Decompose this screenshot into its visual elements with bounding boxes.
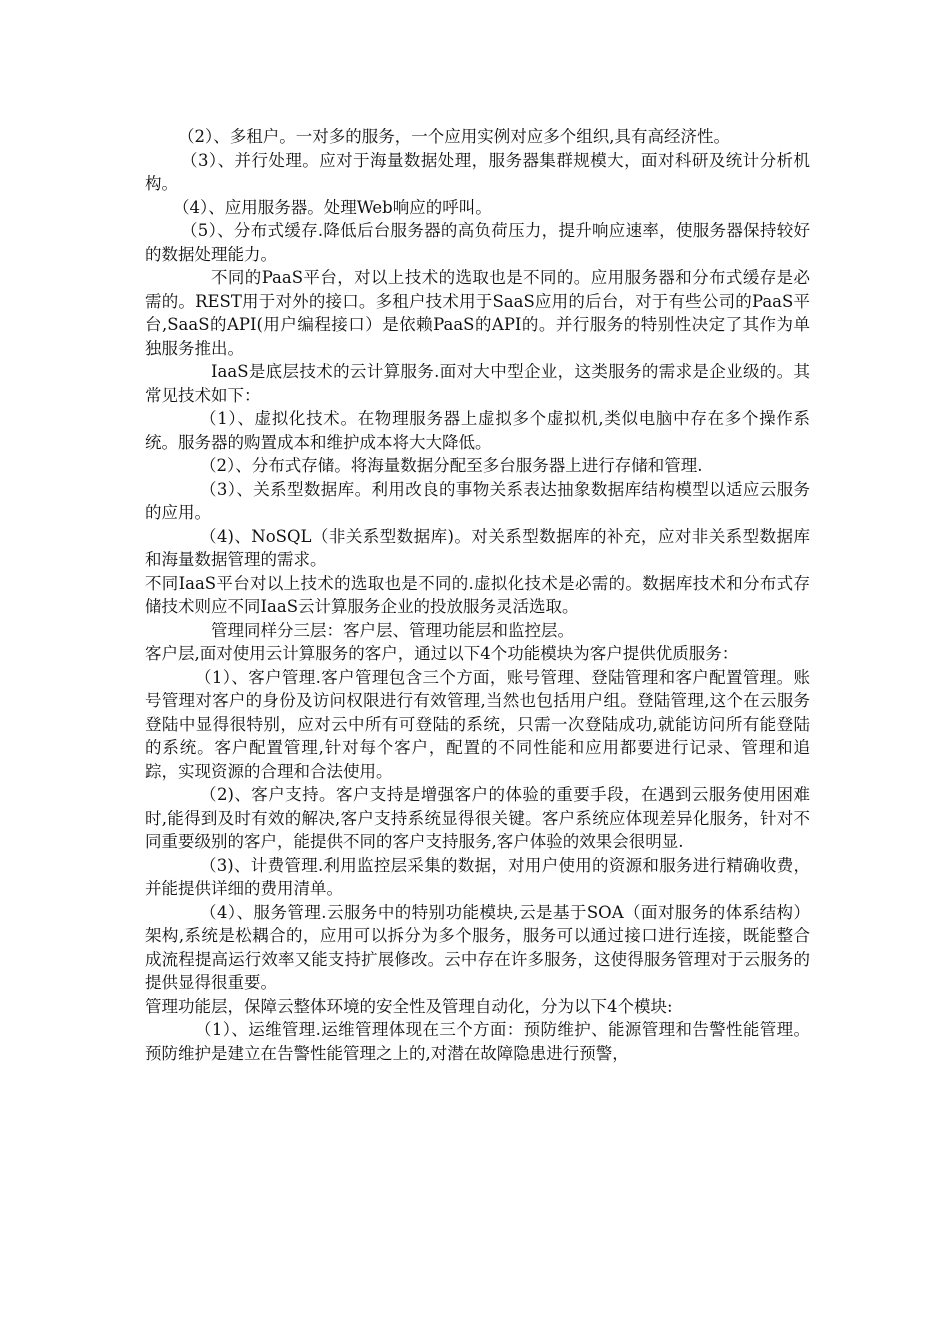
paragraph-multi-tenant: （2）、多租户。一对多的服务，一个应用实例对应多个组织,具有高经济性。: [178, 127, 730, 146]
paragraph-iaas-summary: 不同IaaS平台对以上技术的选取也是不同的.虚拟化技术是必需的。数据库技术和分布式存储技术则应不同IaaS云计算服务企业的投放服务灵活选取。: [145, 573, 810, 616]
paragraph-distributed-storage: （2）、分布式存储。将海量数据分配至多台服务器上进行存储和管理.: [200, 456, 703, 475]
paragraph-relational-db: （3）、关系型数据库。利用改良的事物关系表达抽象数据库结构模型以适应云服务的应用。: [145, 479, 810, 522]
paragraph-distributed-cache: （5）、分布式缓存.降低后台服务器的高负荷压力，提升响应速率，使服务器保持较好的数据处理能力。: [145, 221, 810, 264]
paragraph-nosql: （4)、NoSQL（非关系型数据库)。对关系型数据库的补充，应对非关系型数据库和海量数据管理的需求。: [145, 526, 810, 569]
paragraph-client-support: （2)、客户支持。客户支持是增强客户的体验的重要手段，在遇到云服务使用困难时,能得到及时有效的解决,客户支持系统显得很关键。客户系统应体现差异化服务，针对不同重要级别的客户，能提供不同的客户支持服务,客户体验的效果会很明显.: [145, 785, 810, 851]
paragraph-client-layer: 客户层,面对使用云计算服务的客户，通过以下4个功能模块为客户提供优质服务：: [145, 644, 739, 663]
paragraph-management-layers: 管理同样分三层：客户层、管理功能层和监控层。: [211, 620, 574, 640]
document-body: [145, 125, 810, 1065]
paragraph-iaas-intro: IaaS是底层技术的云计算服务.面对大中型企业，这类服务的需求是企业级的。其常见技术如下：: [145, 362, 810, 405]
paragraph-paas-summary: 不同的PaaS平台，对以上技术的选取也是不同的。应用服务器和分布式缓存是必需的。REST用于对外的接口。多租户技术用于SaaS应用的后台，对于有些公司的PaaS平台,SaaS的API(用户编程接口）是依赖PaaS的API的。并行服务的特别性决定了其作为单独服务推出。: [145, 268, 810, 358]
paragraph-parallel-processing: （3）、并行处理。应对于海量数据处理，服务器集群规模大，面对科研及统计分析机构。: [145, 150, 810, 193]
paragraph-management-function-layer: 管理功能层，保障云整体环境的安全性及管理自动化，分为以下4个模块:: [145, 996, 673, 1016]
paragraph-billing: （3)、计费管理.利用监控层采集的数据，对用户使用的资源和服务进行精确收费，并能提供详细的费用清单。: [145, 855, 810, 898]
paragraph-service-management: （4）、服务管理.云服务中的特别功能模块,云是基于SOA（面对服务的体系结构）架构,系统是松耦合的，应用可以拆分为多个服务，服务可以通过接口进行连接，既能整合成流程提高运行效率又能支持扩展修改。云中存在许多服务，这使得服务管理对于云服务的提供显得很重要。: [145, 902, 810, 992]
paragraph-client-management: （1）、客户管理.客户管理包含三个方面，账号管理、登陆管理和客户配置管理。账号管理对客户的身份及访问权限进行有效管理,当然也包括用户组。登陆管理,这个在云服务登陆中显得很特别，应对云中所有可登陆的系统，只需一次登陆成功,就能访问所有能登陆的系统。客户配置管理,针对每个客户，配置的不同性能和应用都要进行记录、管理和追踪，实现资源的合理和合法使用。: [145, 667, 810, 781]
paragraph-application-server: （4）、应用服务器。处理Web响应的呼叫。: [173, 197, 492, 217]
paragraph-virtualization: （1）、虚拟化技术。在物理服务器上虚拟多个虚拟机,类似电脑中存在多个操作系统。服务器的购置成本和维护成本将大大降低。: [145, 409, 810, 452]
paragraph-operations-management: （1）、运维管理.运维管理体现在三个方面：预防维护、能源管理和告警性能管理。预防维护是建立在告警性能管理之上的,对潜在故障隐患进行预警，: [145, 1020, 810, 1063]
